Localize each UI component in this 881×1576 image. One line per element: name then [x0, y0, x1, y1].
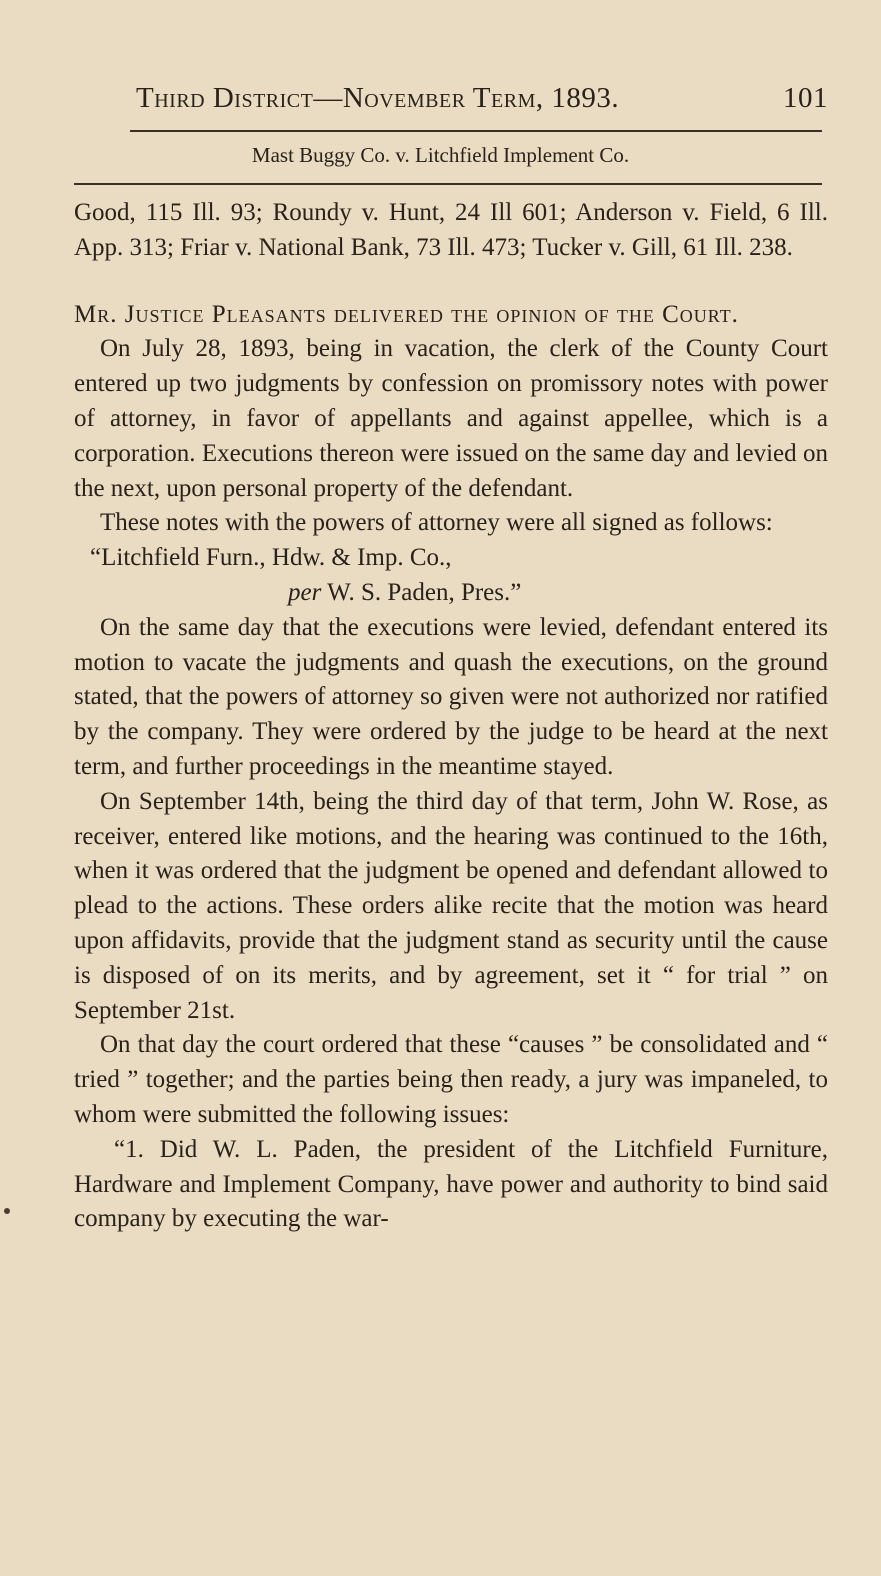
- page-number: 101: [783, 82, 828, 114]
- citations: Good, 115 Ill. 93; Roundy v. Hunt, 24 Ill 601; Anderson v. Field, 6 Ill. App. 313; Friar v. National Bank, 73 Ill. 473; Tucker v. Gill, 61 Ill. 238.: [74, 199, 828, 261]
- running-title: Third District—November Term, 1893.: [136, 82, 620, 114]
- top-rule: [130, 130, 822, 132]
- case-title: Mast Buggy Co. v. Litchfield Implement Co.: [251, 143, 630, 167]
- paragraph: On that day the court ordered that these “causes ” be consolidated and “ tried ” together; and the parties being then ready, a jury was impaneled, to whom were submitted the following issues:: [74, 1031, 828, 1128]
- paragraph: On September 14th, being the third day of that term, John W. Rose, as receiver, entered like motions, and the hearing was continued to the 16th, when it was ordered that the judgment be opened and defendant allowed to plead to the actions. These orders alike recite that the motion was heard upon affidavits, provide that the judgment stand as security until the cause is disposed of on its merits, and by agreement, set it “ for trial ” on September 21st.: [74, 787, 828, 1024]
- signature-line-2: [74, 576, 828, 611]
- bottom-rule: [74, 183, 822, 185]
- paragraph: On the same day that the executions were levied, defendant entered its motion to vacate the judgments and quash the executions, on the ground stated, that the powers of attorney so given were not authorized nor ratified by the company. They were ordered by the judge to be heard at the next term, and further proceedings in the meantime stayed.: [74, 613, 828, 780]
- body-text: [74, 196, 828, 1237]
- paragraph: On July 28, 1893, being in vacation, the clerk of the County Court entered up two judgments by confession on promissory notes with power of attorney, in favor of appellants and against appellee, which is a corporation. Executions thereon were issued on the same day and levied on the next, upon personal property of the defendant.: [74, 335, 828, 502]
- signature-per: per: [288, 578, 322, 606]
- paragraph: These notes with the powers of attorney were all signed as follows:: [100, 509, 773, 537]
- signature-name: W. S. Paden, Pres.”: [327, 578, 522, 606]
- opinion-heading: Mr. Justice Pleasants delivered the opinion of the Court.: [74, 300, 739, 328]
- signature-line-1: “Litchfield Furn., Hdw. & Imp. Co.,: [90, 544, 452, 572]
- issue-paragraph: “1. Did W. L. Paden, the president of the Litchfield Furniture, Hardware and Implement Company, have power and authority to bind said company by executing the war-: [74, 1135, 828, 1233]
- ink-spot: [4, 1208, 10, 1214]
- running-head: [136, 82, 828, 115]
